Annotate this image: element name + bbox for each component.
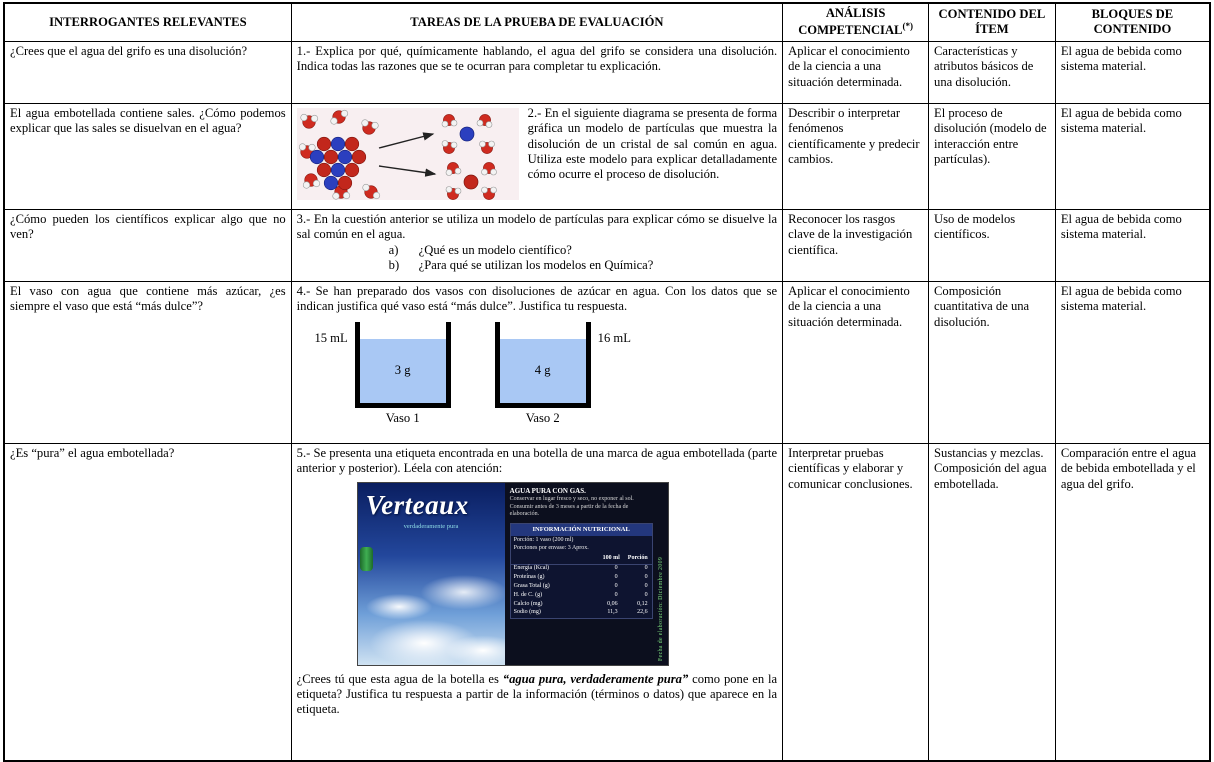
analysis-cell: Aplicar el conocimiento de la ciencia a una situación determinada. (783, 41, 929, 103)
quoted-phrase: “agua pura, verdaderamente pura” (502, 671, 689, 686)
task-intro: 3.- En la cuestión anterior se utiliza un modelo de partículas para explicar cómo se disuelve la sal común en el agua. (296, 211, 778, 242)
beaker-glass (495, 322, 591, 408)
task-cell (291, 103, 782, 209)
block-cell: El agua de bebida como sistema material. (1055, 41, 1210, 103)
table-row (4, 443, 1210, 761)
label-front-panel (358, 483, 505, 665)
label-back-panel (505, 483, 668, 665)
nutrition-row: Sodio (mg) 11,3 22,6 (513, 609, 648, 616)
beaker-liquid (500, 339, 586, 403)
table-row (4, 281, 1210, 443)
item-content-cell: Uso de modelos científicos. (929, 209, 1056, 281)
question-cell: ¿Es “pura” el agua embotellada? (4, 443, 291, 761)
subitem-text: ¿Para qué se utilizan los modelos en Química? (418, 257, 654, 272)
table-row (4, 209, 1210, 281)
analysis-cell: Aplicar el conocimiento de la ciencia a una situación determinada. (783, 281, 929, 443)
question-cell: El agua embotellada contiene sales. ¿Cómo podemos explicar que las sales se disuelvan en el agua? (4, 103, 291, 209)
label-back-title: AGUA PURA CON GAS. (509, 486, 586, 495)
particle-model-image (297, 108, 519, 200)
block-cell: El agua de bebida como sistema material. (1055, 209, 1210, 281)
header-analisis: ANÁLISIS COMPETENCIAL(*) (783, 3, 929, 41)
block-cell: El agua de bebida como sistema material. (1055, 103, 1210, 209)
beaker-glass (355, 322, 451, 408)
analysis-cell: Interpretar pruebas científicas y elaborar y comunicar conclusiones. (783, 443, 929, 761)
table-row (4, 103, 1210, 209)
brand-logo: Verteaux (365, 489, 469, 520)
header-interrogantes: INTERROGANTES RELEVANTES (4, 3, 291, 41)
assessment-table (3, 2, 1211, 762)
label-back-line: Consumir antes de 3 meses a partir de la fecha de elaboración. (509, 503, 629, 518)
nutrition-row: H. de C. (g) 0 0 (513, 591, 648, 598)
subitem-b (389, 258, 777, 273)
item-content-cell: Sustancias y mezclas. Composición del agua embotellada. (929, 443, 1056, 761)
item-content-cell: El proceso de disolución (modelo de interacción entre partículas). (929, 103, 1056, 209)
beaker-2 (495, 322, 631, 426)
label-back-line: Conservar en lugar fresco y seco, no exponer al sol. (509, 495, 634, 502)
item-content-cell: Composición cuantitativa de una disolución. (929, 281, 1056, 443)
beaker-liquid (360, 339, 446, 403)
nutrition-title: INFORMACIÓN NUTRICIONAL (511, 524, 652, 535)
nutrition-portion: Porción: 1 vaso (200 ml) (513, 536, 574, 543)
task-cell (291, 443, 782, 761)
question-cell: ¿Crees que el agua del grifo es una disolución? (4, 41, 291, 103)
beaker-caption: Vaso 2 (525, 410, 560, 425)
subitem-text: ¿Qué es un modelo científico? (418, 242, 572, 257)
mass-label: 4 g (534, 362, 551, 377)
task-text: 2.- En el siguiente diagrama se presenta de forma gráfica un modelo de partículas que muestra la disolución de un cristal de sal común en agua. Utiliza este modelo para explicar detalladamente cómo ocurre el proceso de disolución. (527, 105, 778, 182)
task-cell: 1.- Explica por qué, químicamente hablando, el agua del grifo se considera una disolución. Indica todas las razones que se te ocurran para completar tu explicación. (291, 41, 782, 103)
header-tareas: TAREAS DE LA PRUEBA DE EVALUACIÓN (291, 3, 782, 41)
analysis-cell: Describir o interpretar fenómenos científicamente y predecir cambios. (783, 103, 929, 209)
footnote-marker: (*) (902, 21, 913, 32)
beaker-caption: Vaso 1 (385, 410, 420, 425)
subitem-label: b) (388, 257, 400, 272)
mass-label: 3 g (394, 362, 411, 377)
task-intro: 4.- Se han preparado dos vasos con disoluciones de azúcar en agua. Con los datos que se indican justifica qué vaso está “más dulce”. Justifica tu respuesta. (296, 283, 778, 314)
volume-label: 15 mL (314, 330, 348, 345)
subitem-label: a) (388, 242, 399, 257)
volume-label: 16 mL (597, 330, 631, 345)
nutrition-column-headers: 100 ml Porción (511, 553, 652, 565)
beaker-1 (314, 322, 451, 426)
header-bloques: BLOQUES DE CONTENIDO (1055, 3, 1210, 41)
nutrition-row: Grasa Total (g) 0 0 (513, 583, 648, 590)
nutrition-row: Proteínas (g) 0 0 (513, 574, 648, 581)
label-side-text: Fecha de elaboración: Diciembre 2009 (658, 556, 665, 661)
beaker-diagram (314, 322, 777, 426)
nutrition-row: Energía (Kcal) 0 0 (513, 565, 648, 572)
table-row (4, 41, 1210, 103)
task-cell (291, 209, 782, 281)
subitem-a (389, 243, 777, 258)
nutrition-row: Calcio (mg) 0,06 0,12 (513, 600, 648, 607)
nutrition-portions-per-container: Porciones por envase: 3 Aprox. (513, 545, 589, 552)
brand-tagline: verdaderamente pura (403, 522, 459, 530)
analysis-cell: Reconocer los rasgos clave de la investigación científica. (783, 209, 929, 281)
water-bottle-label-image (357, 482, 669, 666)
task-cell (291, 281, 782, 443)
task-close: ¿Crees tú que esta agua de la botella es “agua pura, verdaderamente pura” como pone en la etiqueta? Justifica tu respuesta a partir de la información (términos o datos) que aparece en la etiqueta. (296, 671, 778, 717)
header-row (4, 3, 1210, 41)
item-content-cell: Características y atributos básicos de una disolución. (929, 41, 1056, 103)
nutrition-table (510, 523, 653, 619)
question-cell: ¿Cómo pueden los científicos explicar algo que no ven? (4, 209, 291, 281)
question-cell: El vaso con agua que contiene más azúcar, ¿es siempre el vaso que está “más dulce”? (4, 281, 291, 443)
header-contenido-item: CONTENIDO DEL ÍTEM (929, 3, 1056, 41)
block-cell: Comparación entre el agua de bebida embotellada y el agua del grifo. (1055, 443, 1210, 761)
task-subitems (389, 243, 777, 274)
page-root (0, 2, 1214, 758)
block-cell: El agua de bebida como sistema material. (1055, 281, 1210, 443)
task-intro: 5.- Se presenta una etiqueta encontrada en una botella de una marca de agua embotellada (parte anterior y posterior). Léela con atención: (296, 445, 778, 476)
bottle-cap-shape (360, 547, 373, 571)
